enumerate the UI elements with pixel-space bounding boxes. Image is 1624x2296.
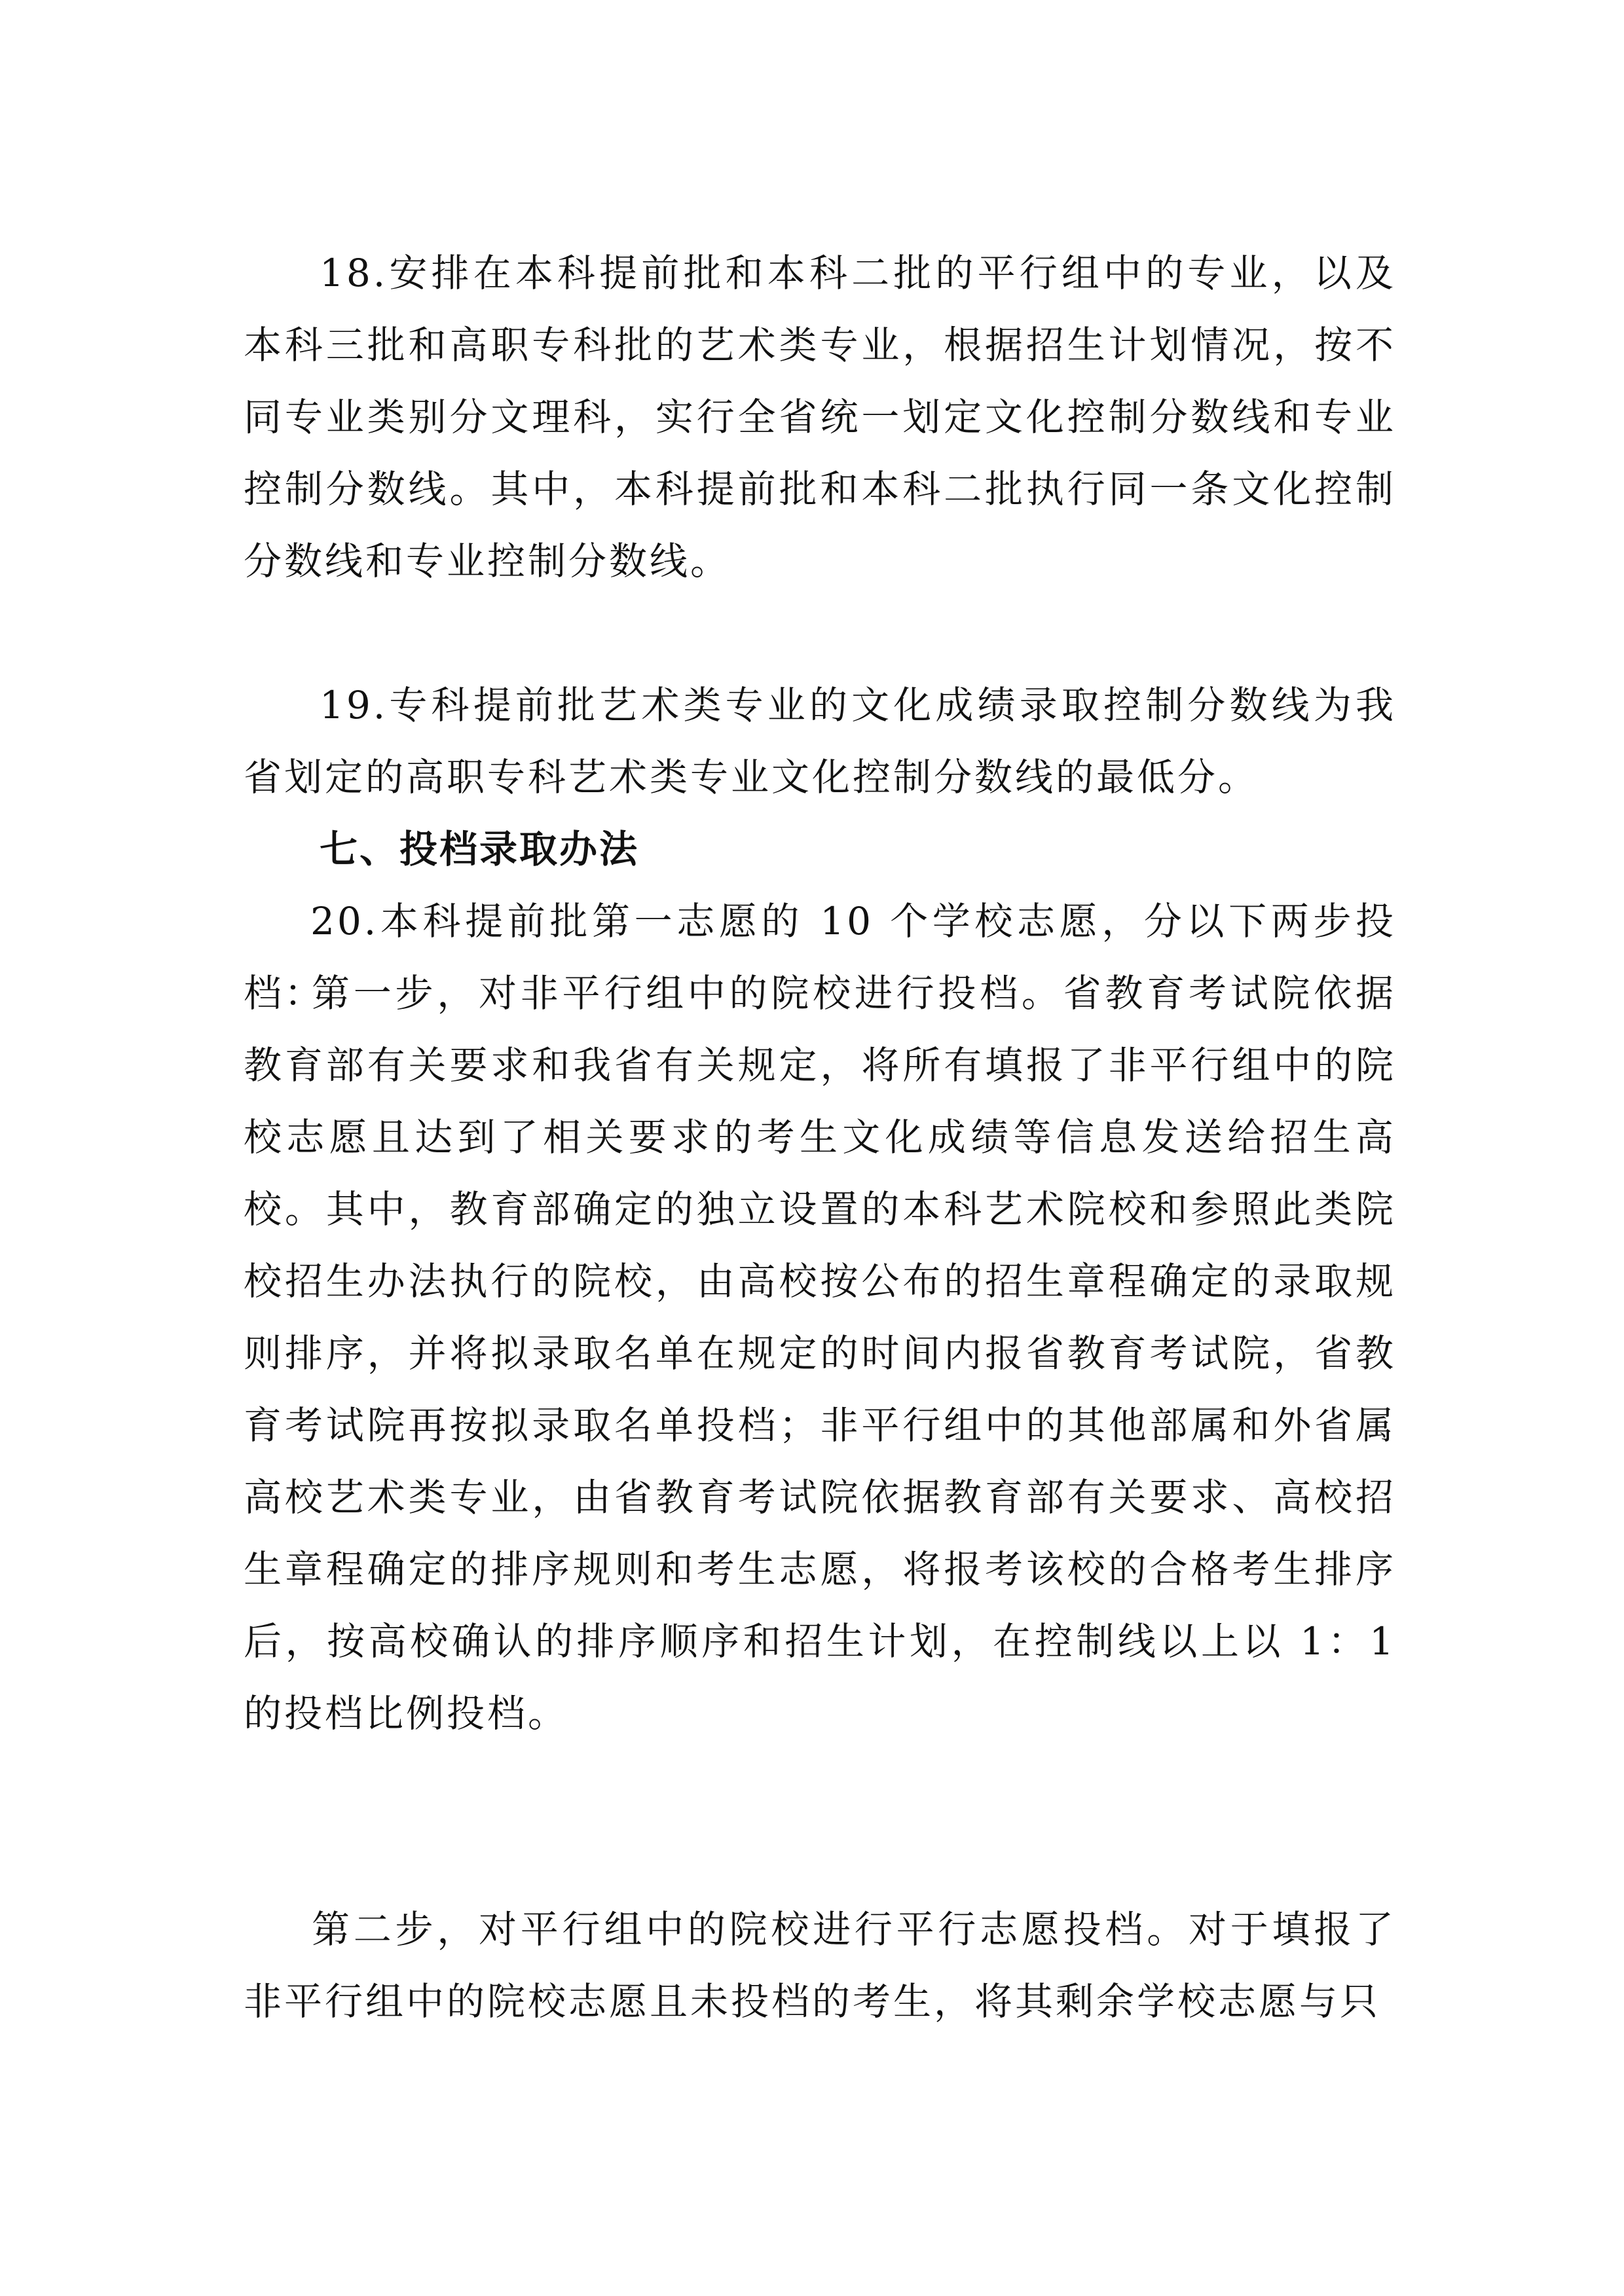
paragraph-step-1: 第一步，对非平行组中的院校进行投档。省教育考试院依据教育部有关要求和我省有关规定，将所有填报了非平行组中的院校志愿且达到了相关要求的考生文化成绩等信息发送给招生高校。其中，教育部确定的独立设置的本科艺术院校和参照此类院校招生办法执行的院校，由高校按公布的招生章程确定的录取规则排序，并将拟录取名单在规定的时间内报省教育考试院，省教育考试院再按拟录取名单投档；非平行组中的其他部属和外省属高校艺术类专业，由省教育考试院依据教育部有关要求、高校招生章程确定的排序规则和考生志愿，将报考该校的合格考生排序后，按高校确认的排序顺序和招生计划，在控制线以上以 1：1 的投档比例投档。 bbox=[244, 971, 1396, 1736]
paragraph-step-2: 第二步，对平行组中的院校进行平行志愿投档。对于填报了非平行组中的院校志愿且未投档的考生，将其剩余学校志愿与只 bbox=[244, 1907, 1396, 2024]
paragraph-20: 20.本科提前批第一志愿的 10 个学校志愿，分以下两步投档： bbox=[244, 899, 1396, 1015]
paragraph-19: 19.专科提前批艺术类专业的文化成绩录取控制分数线为我省划定的高职专科艺术类专业文化控制分数线的最低分。 bbox=[244, 683, 1396, 799]
paragraph-18: 18.安排在本科提前批和本科二批的平行组中的专业，以及本科三批和高职专科批的艺术类专业，根据招生计划情况，按不同专业类别分文理科，实行全省统一划定文化控制分数线和专业控制分数线。其中，本科提前批和本科二批执行同一条文化控制分数线和专业控制分数线。 bbox=[244, 251, 1396, 583]
section-heading-7: 七、投档录取办法 bbox=[320, 827, 640, 871]
